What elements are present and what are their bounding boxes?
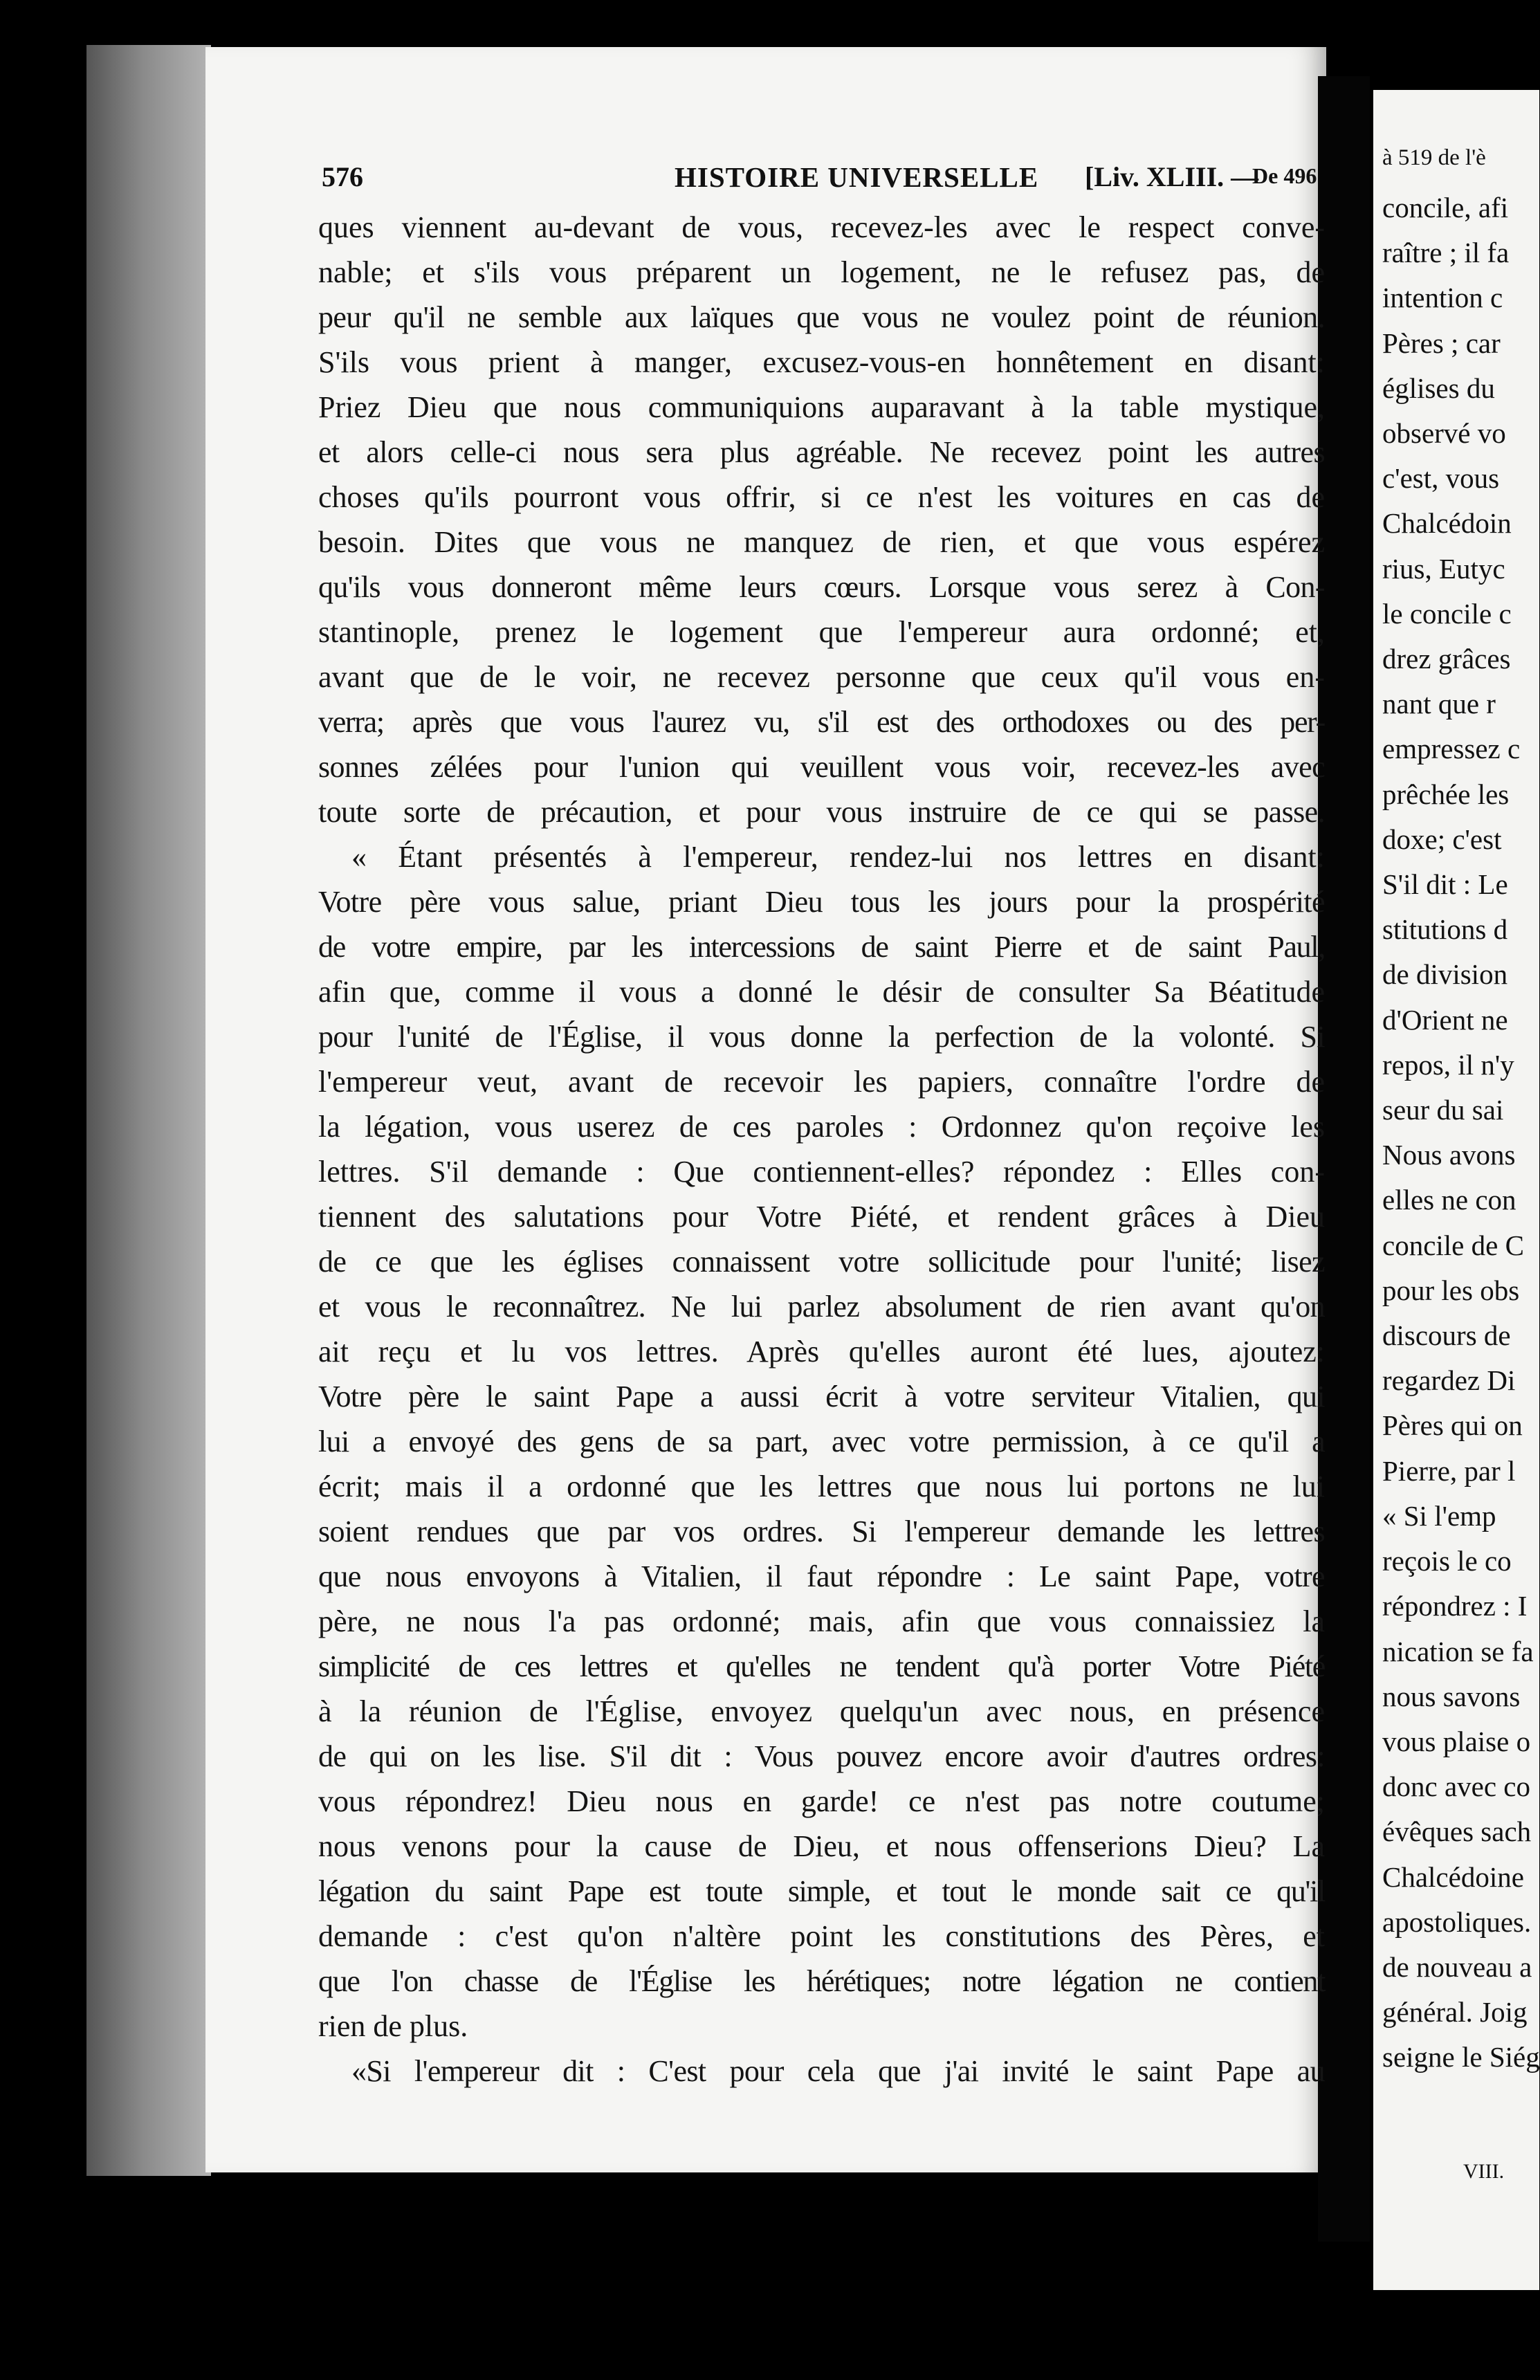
text-line: de division — [1382, 958, 1508, 991]
text-line: l'empereur veut, avant de recevoir les papiers, connaître l'ordre de — [318, 1065, 1325, 1099]
text-line: raître ; il fa — [1382, 237, 1510, 269]
text-line: légation du saint Pape est toute simple, et tout le monde sait ce qu'il — [318, 1874, 1325, 1908]
text-line: repos, il n'y — [1382, 1048, 1514, 1081]
text-line: apostoliques. — [1382, 1905, 1532, 1938]
text-line: Priez Dieu que nous communiquions auparavant à la table mystique, — [318, 390, 1325, 424]
text-line: Chalcédoine — [1382, 1860, 1524, 1893]
text-line: concile, afi — [1382, 192, 1509, 223]
paragraph-start: «Si l'empereur dit : C'est pour cela que j'ai invité le saint Pape au — [351, 2054, 1325, 2088]
text-line: seur du sai — [1382, 1094, 1504, 1126]
page-number: 576 — [322, 161, 363, 192]
text-line: seigne le Siég — [1382, 2041, 1540, 2074]
text-line: le concile c — [1382, 597, 1512, 630]
paragraph-end: rien de plus. — [318, 2009, 468, 2043]
text-line: écrit; mais il a ordonné que les lettres que nous lui portons ne lui — [318, 1470, 1325, 1503]
text-line: nous venons pour la cause de Dieu, et nous offenserions Dieu? La — [318, 1829, 1325, 1863]
text-line: simplicité de ces lettres et qu'elles ne tendent qu'à porter Votre Piété — [318, 1649, 1325, 1683]
text-line: verra; après que vous l'aurez vu, s'il est des orthodoxes ou des per- — [318, 705, 1325, 739]
text-line: vous répondrez! Dieu nous en garde! ce n'est pas notre coutume; — [318, 1784, 1325, 1818]
text-line: Pierre, par l — [1382, 1454, 1516, 1487]
text-line: que l'on chasse de l'Église les hérétiques; notre légation ne contient — [318, 1964, 1325, 1998]
text-line: de qui on les lise. S'il dit : Vous pouvez encore avoir d'autres ordres: — [318, 1739, 1325, 1773]
right-page-signature: VIII. — [1463, 2160, 1505, 2183]
text-line: vous plaise o — [1382, 1725, 1531, 1757]
text-line: de nouveau a — [1382, 1950, 1532, 1983]
text-line: de votre empire, par les intercessions de saint Pierre et de saint Paul, — [318, 930, 1325, 964]
text-line: et alors celle-ci nous sera plus agréable. Ne recevez point les autres — [318, 435, 1325, 469]
text-line: que nous envoyons à Vitalien, il faut répondre : Le saint Pape, votre — [318, 1559, 1325, 1593]
text-line: empressez c — [1382, 733, 1521, 765]
text-line: ait reçu et lu vos lettres. Après qu'elles auront été lues, ajoutez: — [318, 1335, 1325, 1368]
text-line: tiennent des salutations pour Votre Piété, et rendent grâces à Dieu — [318, 1200, 1325, 1234]
text-line: sonnes zélées pour l'union qui veuillent vous voir, recevez-les avec — [318, 750, 1325, 784]
text-line: observé vo — [1382, 417, 1506, 450]
text-line: reçois le co — [1382, 1545, 1512, 1577]
text-line: général. Joig — [1382, 1996, 1528, 2029]
text-line: pour l'unité de l'Église, il vous donne la perfection de la volonté. Si — [318, 1020, 1325, 1054]
text-line: afin que, comme il vous a donné le désir de consulter Sa Béatitude — [318, 975, 1325, 1009]
running-title: HISTOIRE UNIVERSELLE — [675, 161, 1039, 193]
text-line: choses qu'ils pourront vous offrir, si ce n'est les voitures en cas de — [318, 480, 1325, 514]
text-line: doxe; c'est — [1382, 823, 1502, 855]
text-line: Nous avons — [1382, 1139, 1516, 1171]
text-line: discours de — [1382, 1319, 1511, 1352]
text-line: lettres. S'il demande : Que contiennent-elles? répondez : Elles con- — [318, 1155, 1325, 1189]
text-line: stitutions d — [1382, 913, 1508, 946]
text-line: Pères ; car — [1382, 327, 1501, 359]
book-reference: [Liv. XLIII. — — [1085, 161, 1259, 192]
text-line: lui a envoyé des gens de sa part, avec votre permission, à ce qu'il a — [318, 1425, 1325, 1458]
text-line: intention c — [1382, 282, 1503, 314]
text-line: S'il dit : Le — [1382, 868, 1508, 901]
text-line: à la réunion de l'Église, envoyez quelqu'un avec nous, en présence — [318, 1694, 1325, 1728]
text-line: regardez Di — [1382, 1364, 1516, 1397]
paragraph-start: « Étant présentés à l'empereur, rendez-lui nos lettres en disant: — [351, 840, 1325, 874]
text-line: peur qu'il ne semble aux laïques que vous ne voulez point de réunion. — [318, 300, 1325, 334]
text-line: Votre père vous salue, priant Dieu tous les jours pour la prospérité — [318, 885, 1325, 919]
right-page-text — [1382, 145, 1540, 2080]
text-line: qu'ils vous donneront même leurs cœurs. Lorsque vous serez à Con- — [318, 570, 1325, 604]
text-line: c'est, vous — [1382, 462, 1500, 495]
text-line: « Si l'emp — [1382, 1499, 1496, 1532]
text-line: Chalcédoin — [1382, 507, 1512, 540]
text-line: d'Orient ne — [1382, 1003, 1508, 1036]
text-line: la légation, vous userez de ces paroles : Ordonnez qu'on reçoive les — [318, 1110, 1325, 1144]
text-line: toute sorte de précaution, et pour vous instruire de ce qui se passe. — [318, 795, 1325, 829]
body-text — [318, 205, 1325, 2094]
text-line: églises du — [1382, 372, 1495, 404]
text-line: besoin. Dites que vous ne manquez de rien, et que vous espérez — [318, 525, 1325, 559]
text-line: prêchée les — [1382, 778, 1510, 810]
book-gutter — [1318, 76, 1370, 2242]
text-line: nous savons — [1382, 1680, 1521, 1712]
text-line: pour les obs — [1382, 1274, 1520, 1306]
text-line: avant que de le voir, ne recevez personne que ceux qu'il vous en- — [318, 660, 1325, 694]
date-range: De 496 — [1252, 163, 1317, 188]
page-edge-stack — [86, 45, 211, 2176]
text-line: demande : c'est qu'on n'altère point les constitutions des Pères, et — [318, 1919, 1325, 1953]
text-line: Votre père le saint Pape a aussi écrit à votre serviteur Vitalien, qui — [318, 1380, 1325, 1413]
text-line: stantinople, prenez le logement que l'empereur aura ordonné; et, — [318, 615, 1325, 649]
text-line: nication se fa — [1382, 1635, 1534, 1667]
text-line: et vous le reconnaîtrez. Ne lui parlez absolument de rien avant qu'on — [318, 1290, 1325, 1324]
text-line: ques viennent au-devant de vous, recevez-les avec le respect conve- — [318, 210, 1325, 244]
text-line: nable; et s'ils vous préparent un logement, ne le refusez pas, de — [318, 255, 1325, 289]
text-line: drez grâces — [1382, 643, 1511, 675]
text-line: père, ne nous l'a pas ordonné; mais, afin que vous connaissiez la — [318, 1604, 1325, 1638]
text-line: rius, Eutyc — [1382, 552, 1505, 585]
text-line: nant que r — [1382, 688, 1496, 720]
text-line: donc avec co — [1382, 1770, 1530, 1803]
text-line: elles ne con — [1382, 1184, 1516, 1216]
text-line: S'ils vous prient à manger, excusez-vous-en honnêtement en disant: — [318, 345, 1325, 379]
text-line: de ce que les églises connaissent votre sollicitude pour l'unité; lisez — [318, 1245, 1325, 1279]
text-line: Pères qui on — [1382, 1409, 1523, 1442]
text-line: concile de C — [1382, 1229, 1524, 1261]
text-line: répondrez : I — [1382, 1590, 1528, 1622]
right-running-head: à 519 de l'è — [1382, 145, 1486, 170]
text-line: soient rendues que par vos ordres. Si l'empereur demande les lettres — [318, 1514, 1325, 1548]
running-head — [322, 161, 1332, 202]
text-line: évêques sach — [1382, 1815, 1532, 1848]
